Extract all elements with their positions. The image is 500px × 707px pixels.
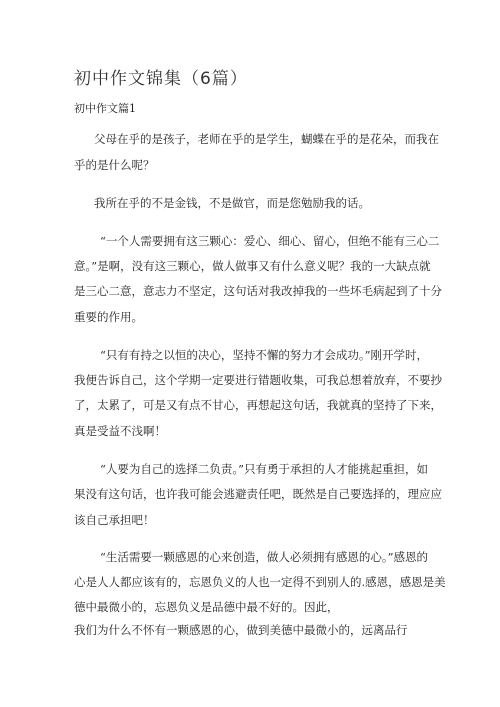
paragraph-line: 真是受益不浅啊！	[74, 424, 166, 438]
paragraph-line: “生活需要一颗感恩的心来创造，做人必须拥有感恩的心。”感恩的	[100, 550, 429, 564]
paragraph-line: 我所在乎的不是金钱，不是做官，而是您勉励我的话。	[94, 196, 370, 210]
paragraph-line: 是三心二意，意志力不坚定，这句话对我改掉我的一些坏毛病起到了十分	[74, 284, 442, 298]
paragraph-line: 德中最微小的，忘恩负义是品德中最不好的。因此，	[74, 600, 339, 614]
section-title: 初中作文篇1	[74, 102, 136, 115]
paragraph-line: “只有有持之以恒的决心，坚持不懈的努力才会成功。”刚开学时，	[100, 348, 429, 362]
paragraph-line: 我便告诉自己，这个学期一定要进行错题收集，可我总想着放弃，不要抄	[74, 373, 442, 387]
paragraph-line: 了，太累了，可是又有点不甘心，再想起这句话，我就真的坚持了下来，	[74, 398, 442, 412]
paragraph-line: 果没有这句话，也许我可能会逃避责任吧，既然是自己要选择的，理应应	[74, 487, 442, 501]
paragraph-line: 父母在乎的是孩子，老师在乎的是学生，蝴蝶在乎的是花朵，而我在	[94, 132, 439, 146]
paragraph-line: 该自己承担吧！	[74, 513, 155, 527]
paragraph-line: “人要为自己的选择二负责。”只有勇于承担的人才能挑起重担，如	[100, 462, 429, 476]
paragraph-line: 乎的是什么呢？	[74, 158, 155, 172]
paragraph-line: 我们为什么不怀有一颗感恩的心，做到美德中最微小的，远离品行	[74, 623, 408, 637]
paragraph-line: 心是人人都应该有的，忘恩负义的人也一定得不到别人的.感恩，感恩是美	[74, 575, 446, 589]
paragraph-line: 重要的作用。	[74, 310, 143, 324]
paragraph-line: “一个人需要拥有这三颗心：爱心、细心、留心，但绝不能有三心二	[100, 234, 440, 248]
paragraph-line: 意。”是啊，没有这三颗心，做人做事又有什么意义呢？我的一大缺点就	[74, 259, 431, 273]
document-title: 初中作文锦集（6篇）	[74, 69, 248, 89]
